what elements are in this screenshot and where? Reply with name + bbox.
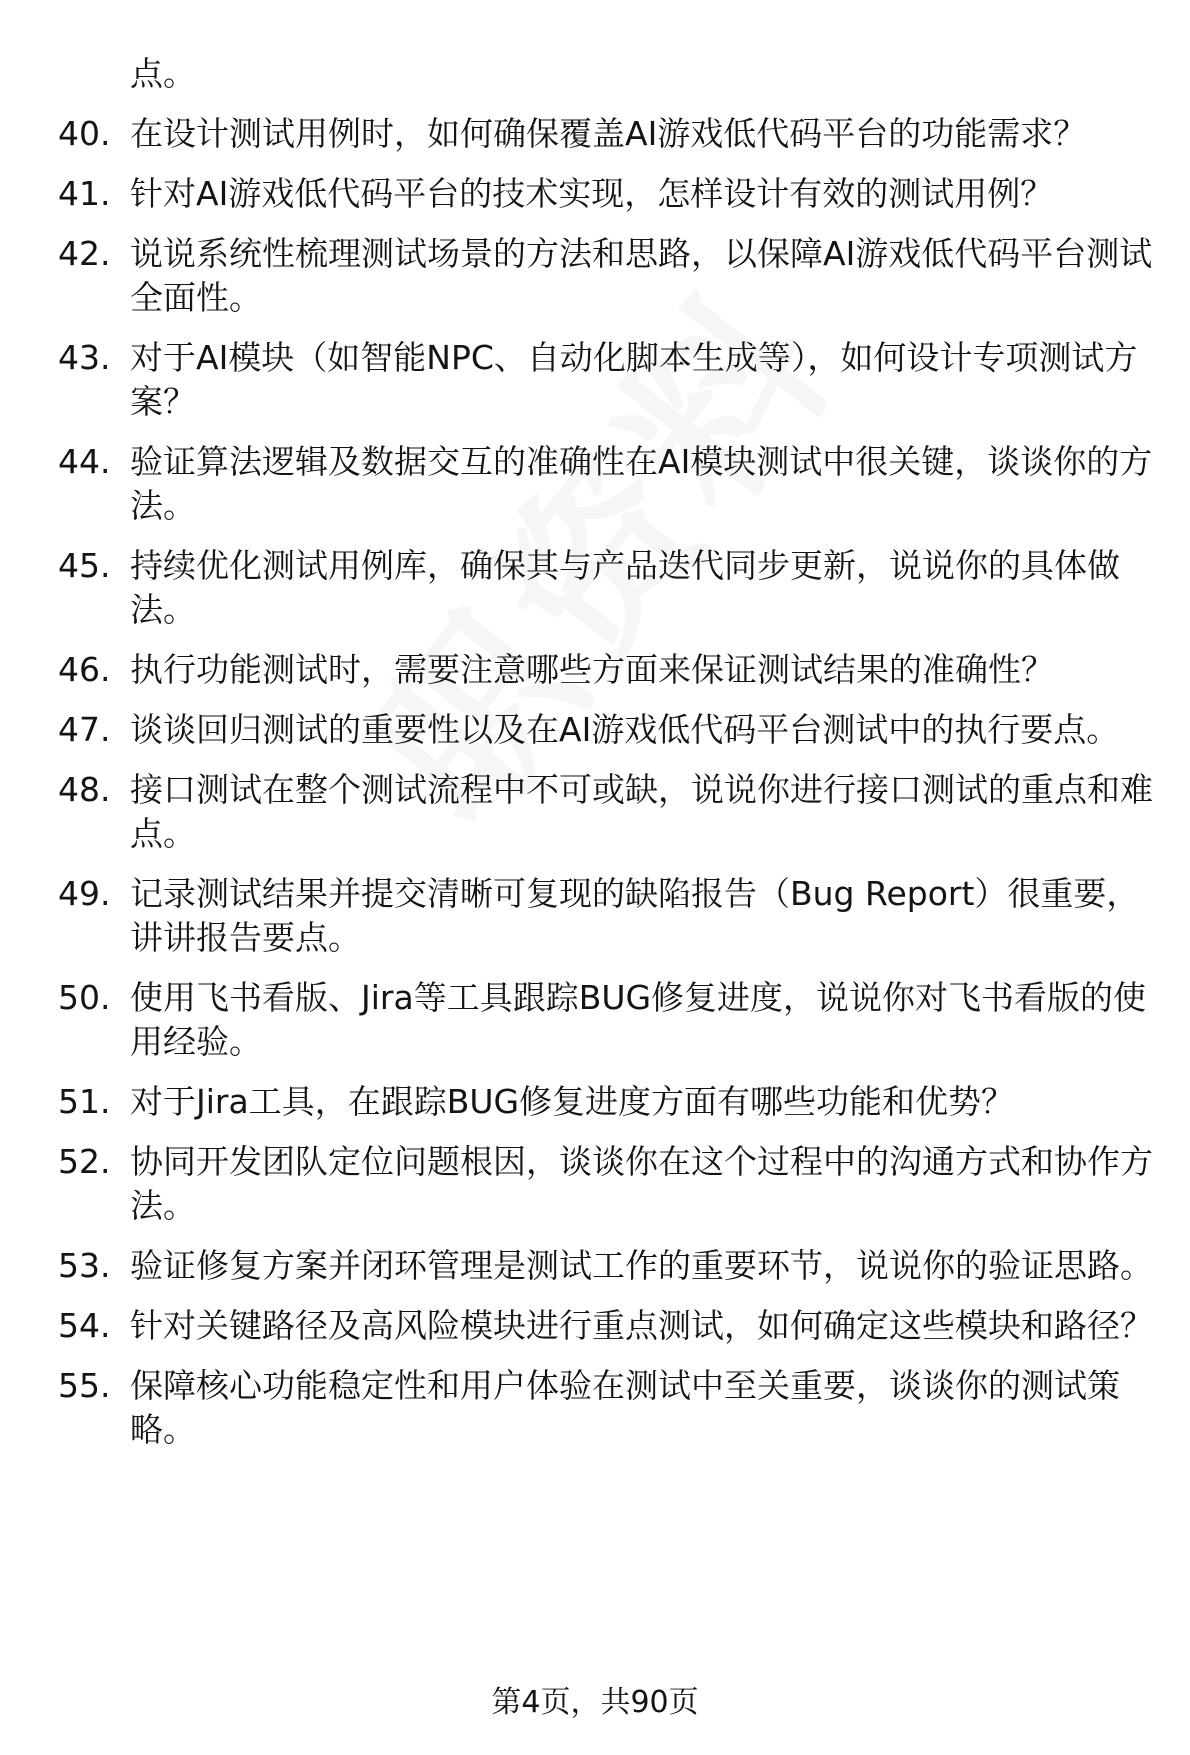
question-item xyxy=(0,1364,1190,1452)
question-number: 55. xyxy=(58,1366,111,1405)
question-number: 52. xyxy=(58,1142,111,1181)
question-item xyxy=(0,544,1190,632)
question-text: 持续优化测试用例库，确保其与产品迭代同步更新，说说你的具体做法。 xyxy=(130,546,1120,629)
question-item xyxy=(0,1080,1190,1124)
continuation-text: 点。 xyxy=(130,54,196,93)
question-item xyxy=(0,872,1190,960)
question-number: 46. xyxy=(58,650,111,689)
question-text: 对于AI模块（如智能NPC、自动化脚本生成等），如何设计专项测试方案？ xyxy=(130,338,1138,421)
question-number: 49. xyxy=(58,874,111,913)
question-number: 47. xyxy=(58,710,111,749)
question-number: 51. xyxy=(58,1082,111,1121)
question-number: 42. xyxy=(58,234,111,273)
question-number: 40. xyxy=(58,114,111,153)
question-number: 53. xyxy=(58,1246,111,1285)
question-item xyxy=(0,648,1190,692)
question-item xyxy=(0,336,1190,424)
question-number: 50. xyxy=(58,978,111,1017)
question-item xyxy=(0,1304,1190,1348)
question-item xyxy=(0,708,1190,752)
question-text: 执行功能测试时，需要注意哪些方面来保证测试结果的准确性？ xyxy=(130,650,1054,689)
question-text: 使用飞书看版、Jira等工具跟踪BUG修复进度，说说你对飞书看版的使用经验。 xyxy=(130,978,1147,1061)
question-text: 验证修复方案并闭环管理是测试工作的重要环节，说说你的验证思路。 xyxy=(130,1246,1153,1285)
question-text: 保障核心功能稳定性和用户体验在测试中至关重要，谈谈你的测试策略。 xyxy=(130,1366,1120,1449)
question-item xyxy=(0,172,1190,216)
question-item xyxy=(0,768,1190,856)
question-item xyxy=(0,1140,1190,1228)
question-number: 48. xyxy=(58,770,111,809)
question-item xyxy=(0,440,1190,528)
question-item xyxy=(0,976,1190,1064)
question-item xyxy=(0,232,1190,320)
question-text: 针对AI游戏低代码平台的技术实现，怎样设计有效的测试用例？ xyxy=(130,174,1054,213)
question-item xyxy=(0,112,1190,156)
question-item xyxy=(0,1244,1190,1288)
question-number: 41. xyxy=(58,174,111,213)
question-text: 协同开发团队定位问题根因，谈谈你在这个过程中的沟通方式和协作方法。 xyxy=(130,1142,1153,1225)
question-text: 验证算法逻辑及数据交互的准确性在AI模块测试中很关键，谈谈你的方法。 xyxy=(130,442,1153,525)
question-number: 54. xyxy=(58,1306,111,1345)
question-text: 说说系统性梳理测试场景的方法和思路，以保障AI游戏低代码平台测试全面性。 xyxy=(130,234,1153,317)
question-number: 44. xyxy=(58,442,111,481)
question-text: 针对关键路径及高风险模块进行重点测试，如何确定这些模块和路径？ xyxy=(130,1306,1153,1345)
page-footer: 第4页，共90页 xyxy=(491,1685,699,1720)
question-text: 接口测试在整个测试流程中不可或缺，说说你进行接口测试的重点和难点。 xyxy=(130,770,1153,853)
question-number: 43. xyxy=(58,338,111,377)
question-text: 谈谈回归测试的重要性以及在AI游戏低代码平台测试中的执行要点。 xyxy=(130,710,1120,749)
question-list xyxy=(0,112,1190,1468)
question-text: 对于Jira工具，在跟踪BUG修复进度方面有哪些功能和优势？ xyxy=(130,1082,1015,1121)
question-text: 记录测试结果并提交清晰可复现的缺陷报告（Bug Report）很重要，讲讲报告要点。 xyxy=(130,874,1140,957)
question-text: 在设计测试用例时，如何确保覆盖AI游戏低代码平台的功能需求？ xyxy=(130,114,1087,153)
question-number: 45. xyxy=(58,546,111,585)
